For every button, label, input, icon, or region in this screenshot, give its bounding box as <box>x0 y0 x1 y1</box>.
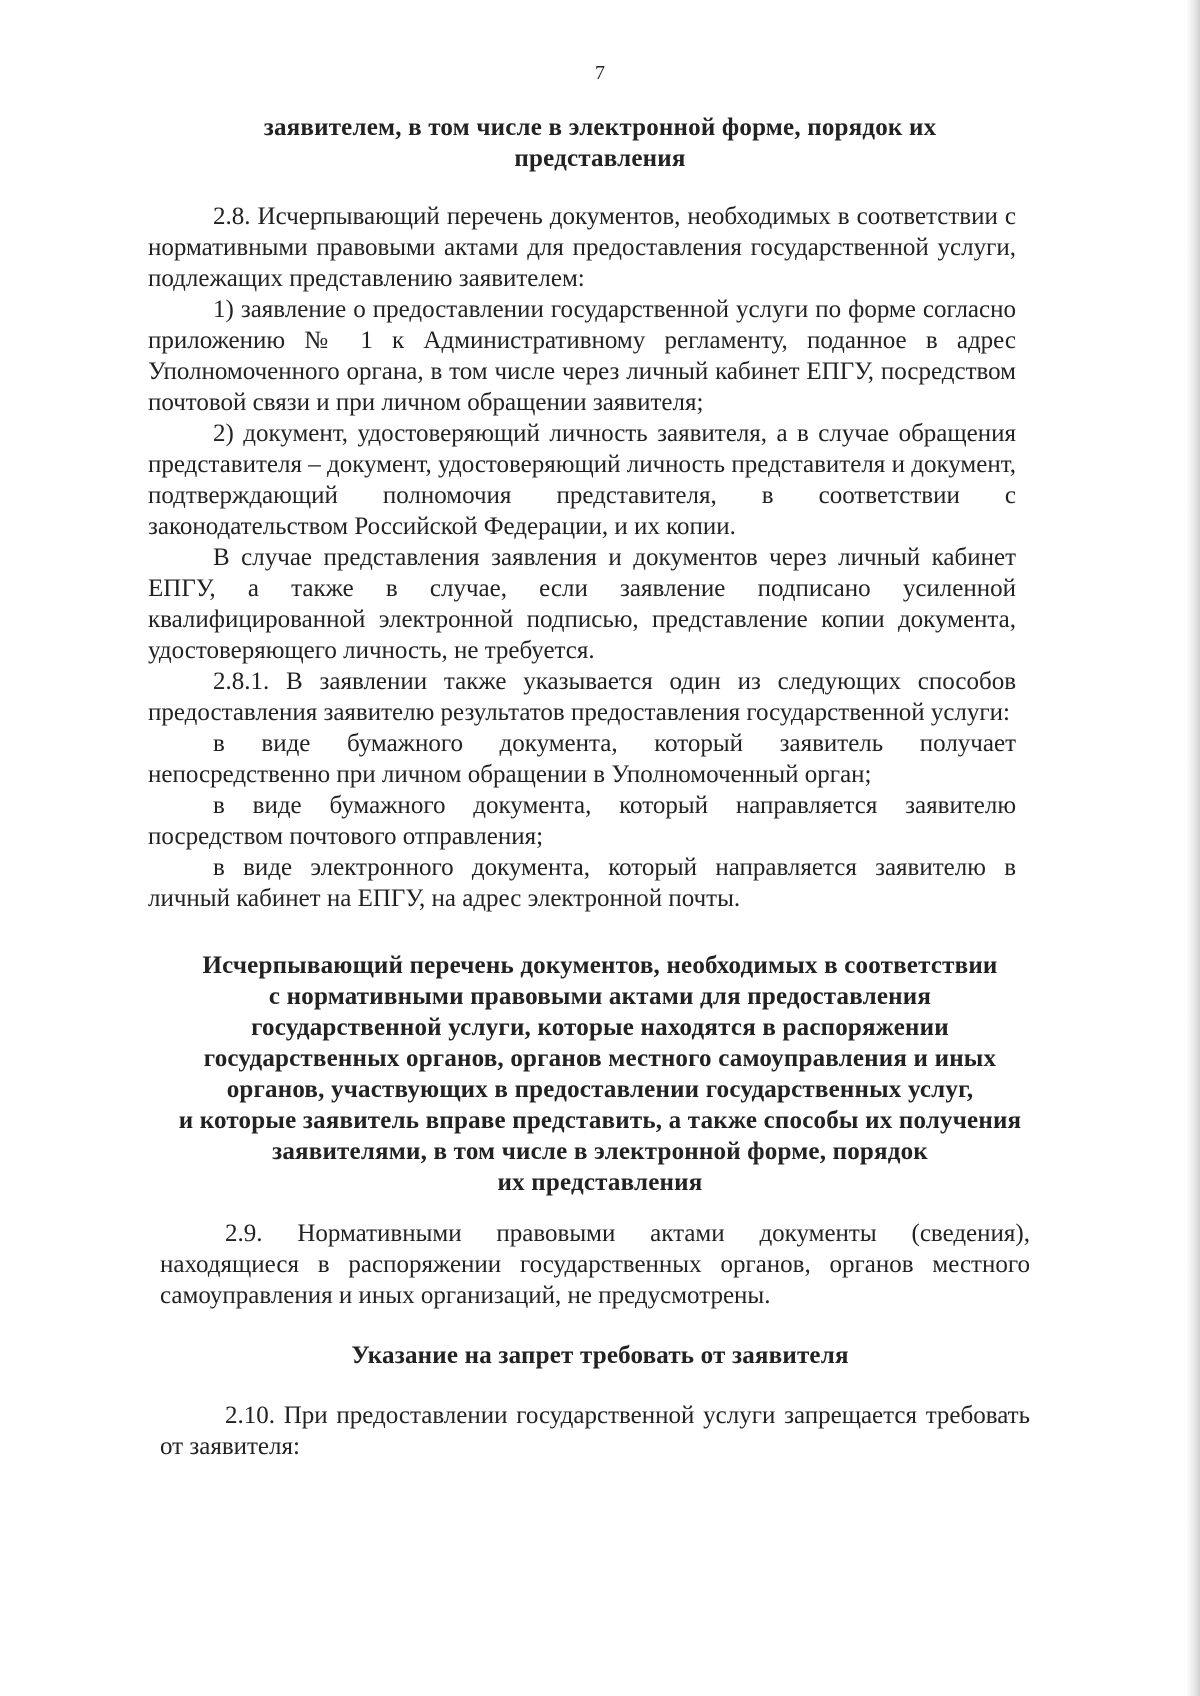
heading-line: органов, участвующих в предоставлении государственных услуг, <box>226 1076 974 1103</box>
option-paper-in-person: в виде бумажного документа, который заявитель получает непосредственно при личном обращении в Уполномоченный орган; <box>148 730 1016 788</box>
paragraph-2-8: 2.8. Исчерпывающий перечень документов, необходимых в соответствии с нормативными правовыми актами для предоставления государственной услуги, подлежащих представлению заявителем: <box>148 203 1016 292</box>
heading-line: заявителем, в том числе в электронной форме, порядок их <box>263 114 937 141</box>
heading-line: государственных органов, органов местного самоуправления и иных <box>203 1045 997 1072</box>
heading-line: Исчерпывающий перечень документов, необходимых в соответствии <box>202 952 998 979</box>
heading-line: государственной услуги, которые находятся в распоряжении <box>251 1014 949 1041</box>
section-heading-top <box>190 112 1010 174</box>
section-heading-prohibition <box>160 1340 1040 1371</box>
option-paper-by-mail: в виде бумажного документа, который направляется заявителю посредством почтового отправления; <box>148 792 1016 850</box>
paragraph-2-8-1: 2.8.1. В заявлении также указывается один из следующих способов предоставления заявителю результатов предоставления государственной услуги: <box>148 668 1016 726</box>
section-2-10 <box>160 1400 1030 1462</box>
page-number: 7 <box>595 62 605 84</box>
list-item-1: 1) заявление о предоставлении государственной услуги по форме согласно приложению № 1 к Административному регламенту, поданное в адрес Уполномоченного органа, в том числе через личный кабинет ЕПГУ, посредством почтовой связи и при личном обращении заявителя; <box>148 296 1016 416</box>
heading-line: их представления <box>497 1169 703 1196</box>
heading-line: Указание на запрет требовать от заявителя <box>351 1342 849 1369</box>
heading-line: представления <box>514 145 686 172</box>
section-heading-documents <box>160 950 1040 1198</box>
section-2-8 <box>148 201 1016 914</box>
section-2-9 <box>160 1218 1030 1311</box>
scan-edge-shadow <box>1186 0 1200 1696</box>
option-electronic: в виде электронного документа, который направляется заявителю в личный кабинет на ЕПГУ, на адрес электронной почты. <box>148 854 1016 912</box>
paragraph-epgu-note: В случае представления заявления и документов через личный кабинет ЕПГУ, а также в случае, если заявление подписано усиленной квалифицированной электронной подписью, представление копии документа, удостоверяющего личность, не требуется. <box>148 544 1016 664</box>
list-item-2: 2) документ, удостоверяющий личность заявителя, а в случае обращения представителя – документ, удостоверяющий личность представителя и документ, подтверждающий полномочия представителя, в соответствии с законодательством Российской Федерации, и их копии. <box>148 420 1016 540</box>
heading-line: заявителями, в том числе в электронной форме, порядок <box>272 1138 928 1165</box>
heading-line: и которые заявитель вправе представить, а также способы их получения <box>178 1107 1022 1134</box>
paragraph-2-9: 2.9. Нормативными правовыми актами документы (сведения), находящиеся в распоряжении государственных органов, органов местного самоуправления и иных организаций, не предусмотрены. <box>160 1220 1030 1309</box>
heading-line: с нормативными правовыми актами для предоставления <box>268 983 932 1010</box>
paragraph-2-10: 2.10. При предоставлении государственной услуги запрещается требовать от заявителя: <box>160 1402 1030 1460</box>
